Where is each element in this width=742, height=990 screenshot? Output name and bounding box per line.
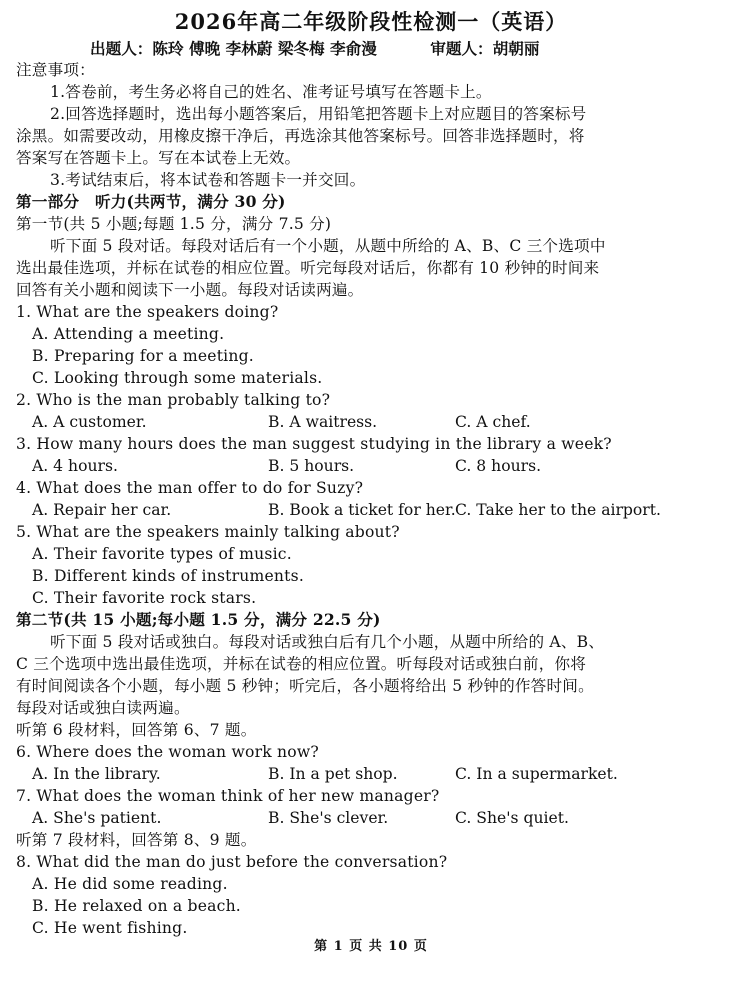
question-5-option-c: C. Their favorite rock stars. bbox=[32, 589, 257, 607]
question-2-option-a: A. A customer. bbox=[32, 413, 147, 431]
question-8-option-c: C. He went fishing. bbox=[32, 919, 188, 937]
section2-instruction-4: 每段对话或独白读两遍。 bbox=[16, 699, 190, 717]
question-4-option-c: C. Take her to the airport. bbox=[455, 501, 661, 519]
question-2-option-c: C. A chef. bbox=[455, 413, 531, 431]
question-1-option-c: C. Looking through some materials. bbox=[32, 369, 323, 387]
question-4-stem: 4. What does the man offer to do for Suzy? bbox=[16, 479, 364, 497]
question-7-option-c: C. She's quiet. bbox=[455, 809, 569, 827]
part1-heading: 第一部分 听力(共两节，满分 30 分) bbox=[16, 192, 286, 211]
question-6-option-b: B. In a pet shop. bbox=[268, 765, 398, 783]
question-3-option-a: A. 4 hours. bbox=[32, 457, 118, 475]
section2-instruction-2: C 三个选项中选出最佳选项，并标在试卷的相应位置。听每段对话或独白前，你将 bbox=[16, 655, 587, 673]
question-8-stem: 8. What did the man do just before the conversation? bbox=[16, 853, 448, 871]
question-8-option-b: B. He relaxed on a beach. bbox=[32, 897, 241, 915]
question-6-option-c: C. In a supermarket. bbox=[455, 765, 618, 783]
material-6-label: 听第 6 段材料，回答第 6、7 题。 bbox=[16, 721, 257, 739]
question-7-option-a: A. She's patient. bbox=[32, 809, 162, 827]
notice-line-3: 涂黑。如需要改动，用橡皮擦干净后，再选涂其他答案标号。回答非选择题时，将 bbox=[16, 127, 585, 145]
notice-line-2: 2.回答选择题时，选出每小题答案后，用铅笔把答题卡上对应题目的答案标号 bbox=[50, 105, 587, 123]
question-2-option-b: B. A waitress. bbox=[268, 413, 378, 431]
section1-heading: 第一节(共 5 小题;每题 1.5 分，满分 7.5 分) bbox=[16, 215, 332, 233]
question-4-option-a: A. Repair her car. bbox=[32, 501, 172, 519]
question-8-option-a: A. He did some reading. bbox=[32, 875, 228, 893]
question-6-stem: 6. Where does the woman work now? bbox=[16, 743, 319, 761]
material-7-label: 听第 7 段材料，回答第 8、9 题。 bbox=[16, 831, 257, 849]
section2-heading: 第二节(共 15 小题;每小题 1.5 分，满分 22.5 分) bbox=[16, 610, 381, 629]
question-3-option-b: B. 5 hours. bbox=[268, 457, 355, 475]
reviewer-label: 审题人：胡朝丽 bbox=[430, 39, 540, 58]
section2-instruction-3: 有时间阅读各个小题，每小题 5 秒钟；听完后，各小题将给出 5 秒钟的作答时间。 bbox=[16, 677, 594, 695]
question-7-option-b: B. She's clever. bbox=[268, 809, 389, 827]
question-1-option-a: A. Attending a meeting. bbox=[32, 325, 225, 343]
question-5-option-b: B. Different kinds of instruments. bbox=[32, 567, 305, 585]
section1-instruction-3: 回答有关小题和阅读下一小题。每段对话读两遍。 bbox=[16, 281, 364, 299]
question-5-stem: 5. What are the speakers mainly talking about? bbox=[16, 523, 400, 541]
question-1-option-b: B. Preparing for a meeting. bbox=[32, 347, 254, 365]
section1-instruction-2: 选出最佳选项，并标在试卷的相应位置。听完每段对话后，你都有 10 秒钟的时间来 bbox=[16, 259, 600, 277]
notice-heading: 注意事项： bbox=[16, 61, 95, 79]
notice-line-1: 1.答卷前，考生务必将自己的姓名、准考证号填写在答题卡上。 bbox=[50, 83, 492, 101]
question-3-option-c: C. 8 hours. bbox=[455, 457, 542, 475]
question-1-stem: 1. What are the speakers doing? bbox=[16, 303, 279, 321]
page-title: 2026年高二年级阶段性检测一（英语） bbox=[174, 9, 568, 34]
section2-instruction-1: 听下面 5 段对话或独白。每段对话或独白后有几个小题，从题中所给的 A、B、 bbox=[50, 633, 605, 651]
question-7-stem: 7. What does the woman think of her new manager? bbox=[16, 787, 440, 805]
notice-line-4: 答案写在答题卡上。写在本试卷上无效。 bbox=[16, 149, 301, 167]
question-6-option-a: A. In the library. bbox=[32, 765, 161, 783]
section1-instruction-1: 听下面 5 段对话。每段对话后有一个小题，从题中所给的 A、B、C 三个选项中 bbox=[50, 237, 606, 255]
authors-label: 出题人：陈玲 傅晚 李林蔚 梁冬梅 李俞漫 bbox=[90, 39, 377, 58]
question-4-option-b: B. Book a ticket for her. bbox=[268, 501, 456, 519]
authors-line bbox=[90, 37, 539, 59]
notice-line-5: 3.考试结束后，将本试卷和答题卡一并交回。 bbox=[50, 171, 366, 189]
question-5-option-a: A. Their favorite types of music. bbox=[32, 545, 292, 563]
page-footer: 第 1 页 共 10 页 bbox=[314, 939, 428, 954]
question-3-stem: 3. How many hours does the man suggest studying in the library a week? bbox=[16, 435, 612, 453]
question-2-stem: 2. Who is the man probably talking to? bbox=[16, 391, 331, 409]
